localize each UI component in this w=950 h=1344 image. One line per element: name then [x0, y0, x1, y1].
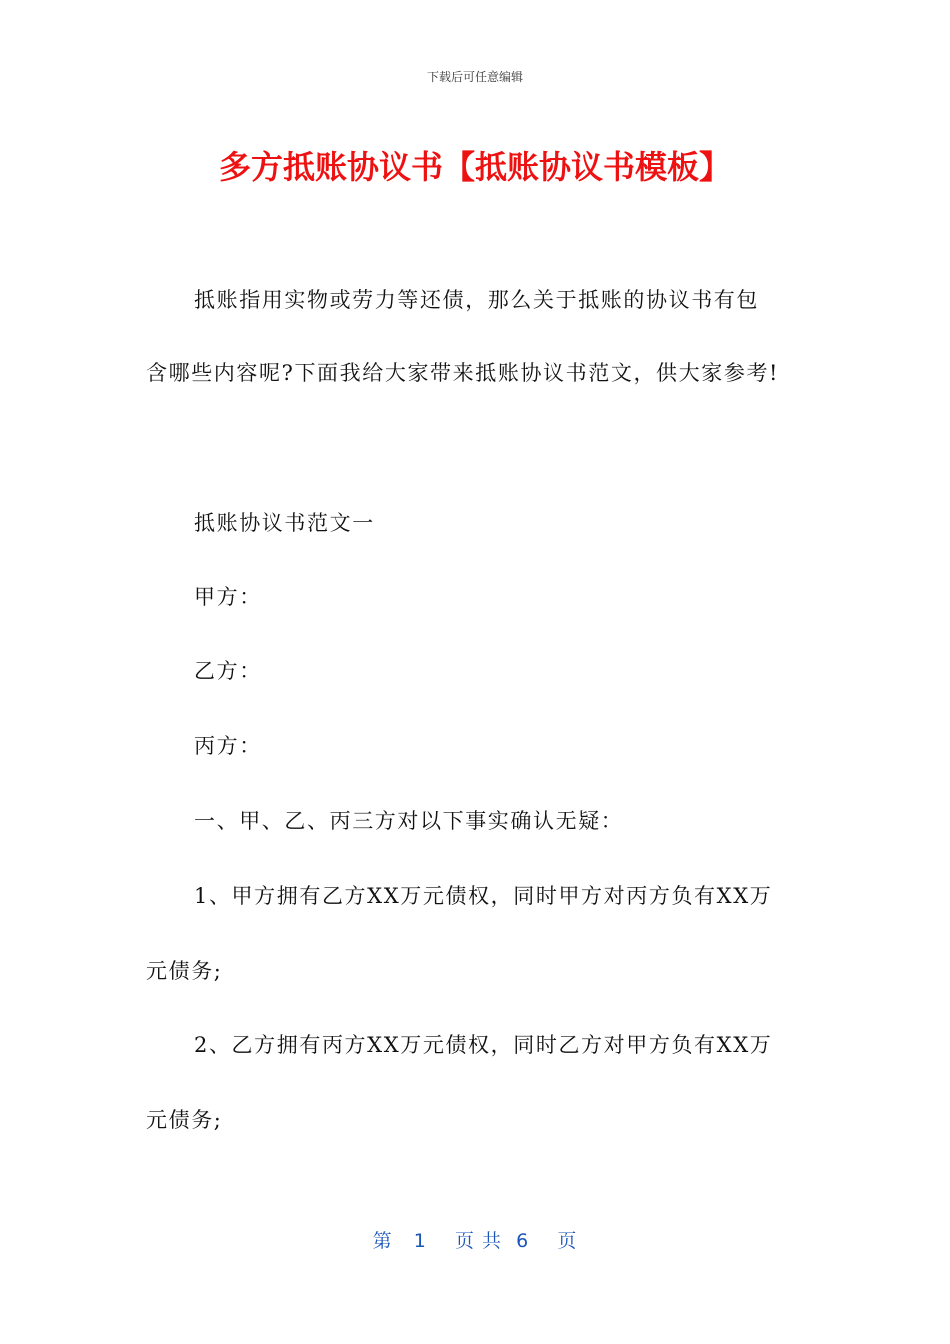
- page-footer: [0, 1226, 950, 1253]
- footer-label-end: 页: [557, 1230, 578, 1252]
- clause-1-line-2: 元债务;: [146, 959, 223, 983]
- header-note: 下载后可任意编辑: [426, 70, 523, 84]
- intro-line-2: 含哪些内容呢?下面我给大家带来抵账协议书范文，供大家参考!: [146, 361, 780, 385]
- intro-line-1: 抵账指用实物或劳力等还债，那么关于抵账的协议书有包: [194, 288, 759, 312]
- footer-label-total: 页 共: [454, 1230, 503, 1252]
- party-b: 乙方：: [194, 659, 262, 683]
- party-c: 丙方：: [194, 734, 262, 758]
- clause-2-line-2: 元债务;: [146, 1108, 223, 1132]
- footer-total-pages: 6: [516, 1230, 530, 1252]
- footer-current-page: 1: [413, 1230, 427, 1252]
- document-title: 多方抵账协议书【抵账协议书模板】: [218, 148, 731, 186]
- footer-label-page: 第: [372, 1230, 393, 1252]
- party-a: 甲方：: [194, 585, 262, 609]
- clause-2-line-1: 2、乙方拥有丙方XX万元债权，同时乙方对甲方负有XX万: [194, 1033, 773, 1057]
- clause-1-line-1: 1、甲方拥有乙方XX万元债权，同时甲方对丙方负有XX万: [194, 884, 773, 908]
- section-heading: 抵账协议书范文一: [194, 511, 375, 535]
- clause-intro: 一、甲、乙、丙三方对以下事实确认无疑：: [194, 809, 624, 833]
